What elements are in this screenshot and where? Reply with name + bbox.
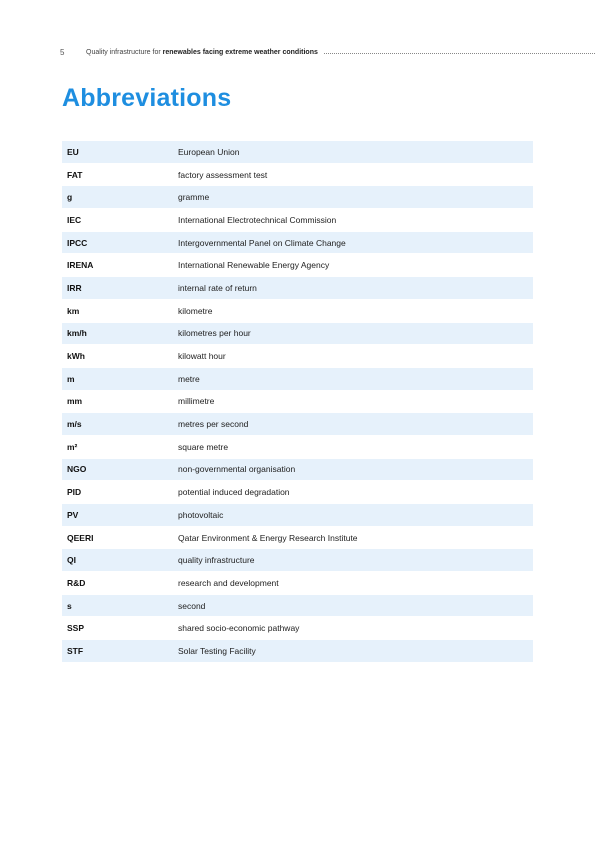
- abbreviation-cell: PID: [62, 481, 175, 504]
- table-row: [62, 391, 533, 414]
- definition-cell: non-governmental organisation: [175, 459, 533, 482]
- table-row: [62, 504, 533, 527]
- table-row: [62, 277, 533, 300]
- abbreviation-cell: SSP: [62, 617, 175, 640]
- definition-cell: millimetre: [175, 391, 533, 414]
- abbreviation-cell: IRR: [62, 277, 175, 300]
- definition-cell: metre: [175, 368, 533, 391]
- table-row: [62, 164, 533, 187]
- definition-cell: European Union: [175, 141, 533, 164]
- abbreviation-cell: mm: [62, 391, 175, 414]
- abbreviation-cell: m: [62, 368, 175, 391]
- definition-cell: research and development: [175, 572, 533, 595]
- definition-cell: shared socio-economic pathway: [175, 617, 533, 640]
- table-row: [62, 413, 533, 436]
- table-row: [62, 368, 533, 391]
- abbreviation-cell: IRENA: [62, 254, 175, 277]
- table-row: [62, 345, 533, 368]
- table-row: [62, 323, 533, 346]
- table-row: [62, 481, 533, 504]
- definition-cell: internal rate of return: [175, 277, 533, 300]
- abbreviation-cell: STF: [62, 640, 175, 663]
- running-header: [60, 45, 595, 59]
- table-row: [62, 572, 533, 595]
- definition-cell: gramme: [175, 186, 533, 209]
- abbreviation-cell: km/h: [62, 323, 175, 346]
- abbreviations-table-body: [62, 141, 533, 663]
- abbreviation-cell: s: [62, 595, 175, 618]
- definition-cell: kilometre: [175, 300, 533, 323]
- definition-cell: photovoltaic: [175, 504, 533, 527]
- table-row: [62, 232, 533, 255]
- running-title-bold: renewables facing extreme weather conditions: [162, 48, 318, 56]
- abbreviation-cell: EU: [62, 141, 175, 164]
- table-row: [62, 186, 533, 209]
- table-row: [62, 209, 533, 232]
- table-row: [62, 300, 533, 323]
- definition-cell: factory assessment test: [175, 164, 533, 187]
- table-row: [62, 254, 533, 277]
- definition-cell: kilometres per hour: [175, 323, 533, 346]
- page-number: 5: [60, 47, 65, 57]
- running-title-plain: Quality infrastructure for: [86, 48, 163, 56]
- abbreviation-cell: R&D: [62, 572, 175, 595]
- dotted-leader: [324, 53, 595, 54]
- abbreviation-cell: km: [62, 300, 175, 323]
- definition-cell: Solar Testing Facility: [175, 640, 533, 663]
- abbreviation-cell: m²: [62, 436, 175, 459]
- definition-cell: kilowatt hour: [175, 345, 533, 368]
- abbreviation-cell: PV: [62, 504, 175, 527]
- definition-cell: International Electrotechnical Commission: [175, 209, 533, 232]
- abbreviation-cell: IPCC: [62, 232, 175, 255]
- definition-cell: Qatar Environment & Energy Research Institute: [175, 527, 533, 550]
- definition-cell: quality infrastructure: [175, 549, 533, 572]
- definition-cell: square metre: [175, 436, 533, 459]
- page-title: Abbreviations: [62, 84, 232, 112]
- table-row: [62, 459, 533, 482]
- table-row: [62, 141, 533, 164]
- abbreviations-table: [62, 141, 533, 663]
- definition-cell: metres per second: [175, 413, 533, 436]
- definition-cell: International Renewable Energy Agency: [175, 254, 533, 277]
- abbreviation-cell: IEC: [62, 209, 175, 232]
- running-title: [86, 49, 318, 56]
- definition-cell: potential induced degradation: [175, 481, 533, 504]
- definition-cell: second: [175, 595, 533, 618]
- table-row: [62, 436, 533, 459]
- abbreviation-cell: QI: [62, 549, 175, 572]
- abbreviation-cell: m/s: [62, 413, 175, 436]
- table-row: [62, 595, 533, 618]
- table-row: [62, 640, 533, 663]
- abbreviation-cell: g: [62, 186, 175, 209]
- table-row: [62, 527, 533, 550]
- definition-cell: Intergovernmental Panel on Climate Change: [175, 232, 533, 255]
- table-row: [62, 617, 533, 640]
- abbreviation-cell: FAT: [62, 164, 175, 187]
- table-row: [62, 549, 533, 572]
- abbreviation-cell: QEERI: [62, 527, 175, 550]
- abbreviation-cell: kWh: [62, 345, 175, 368]
- abbreviation-cell: NGO: [62, 459, 175, 482]
